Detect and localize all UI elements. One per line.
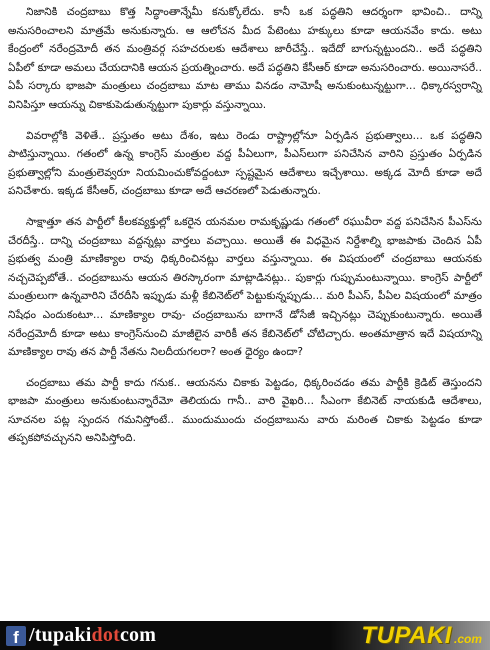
brand-area <box>340 621 490 650</box>
facebook-handle-prefix: /tupaki <box>29 624 92 646</box>
logo-main-text: TUPAKI <box>361 621 452 649</box>
logo-suffix-text: .com <box>453 631 482 646</box>
footer-bar <box>0 621 490 650</box>
article-paragraph: వివరాల్లోకి వెళితే.. ప్రస్తుతం అటు దేశం, ఇటు రెండు రాష్ట్రాల్లోనూ ఏర్పడిన ప్రభుత్వాలు... ఒక పద్ధతిని పాటిస్తున్నాయి. గతంలో ఉన్న కాంగ్రెస్ మంత్రుల వద్ద పీఏలుగా, పీఎస్‌లుగా పనిచేసిన వారిని ప్రస్తుతం ఏర్పడిన ప్రభుత్వాల్లోని మంత్రులెవ్వరూ నియమించుకోవద్దంటూ స్పష్టమైన ఆదేశాలు ఇచ్చేశాయి. అక్కడ మోదీ కూడా అదే పనిచేశారు. ఇక్కడ కేసీఆర్, చంద్రబాబు కూడా అదే ఆచరణలో పెడుతున్నారు. <box>8 129 482 198</box>
article-paragraph: చంద్రబాబు తమ పార్టీ కాదు గనుక.. ఆయనను చికాకు పెట్టడం, ధిక్కరించడం తమ పార్టీకి క్రెడిట్ తెస్తుందని భాజపా మంత్రులు అనుకుంటున్నారేమో తెలియదు గానీ.. వారి వైఖరి... సీఎంగా కేబినెట్ నాయకుడి ఆదేశాలు, సూచనల పట్ల స్పందన గమనిస్తోంటే.. ముందుముందు చంద్రబాబును వారు మరింత చికాకు పెట్టడం కూడా తప్పకపోవచ్చునని అనిపిస్తోంది. <box>8 376 482 445</box>
article-paragraph: నిజానికి చంద్రబాబు కొత్త సిద్ధాంతాన్నేమీ కనుక్కోలేదు. కానీ ఒక పద్ధతిని ఆదర్శంగా భావించి.. దాన్ని అనుసరించాలని మాత్రమే అనుకున్నారు. ఆ ఆలోచన మీద పేటెంటు హక్కులు కూడా ఆయనవేం కాదు. అటు కేంద్రంలో నరేంద్రమోదీ తన మంత్రివర్గ సహచరులకు ఆదేశాలు జారీచేస్తే.. ఇదేదో బాగున్నట్టుందని.. అదే పద్ధతిని ఏపీలో కూడా అమలు చేయదానికి ఆయన ప్రయత్నించారు. అదే పద్ధతిని కేసీఆర్ కూడా అనుసరించారు. అయినాసరే.. ఏపీ సర్కారు భాజపా మంత్రులు చంద్రబాబు మాట తాము వినడం నామోషీ అనుకుంటున్నట్టుగా... ధిక్కారస్వరాన్ని వినిపిస్తూ ఆయన్ను చికాకుపెడుతున్నట్టుగా పుకార్లు వస్తున్నాయి. <box>8 6 482 111</box>
facebook-link[interactable] <box>0 621 156 650</box>
article-paragraph: సాక్షాత్తూ తన పార్టీలో కీలకవ్యక్తుల్లో ఒకరైన యనమల రామకృష్ణుడు గతంలో రఘువీరా వద్ద పనిచేసిన పీఎస్‌ను చేరదీస్తే.. దాన్ని చంద్రబాబు వద్దన్నట్లు వార్తలు వచ్చాయి. అయితే ఈ విధమైన నిర్దేశాల్ని భాజపాకు చెందిన ఏపీ ప్రభుత్వ మంత్రి మాణిక్యాల రావు ధిక్కరించినట్లు వార్తలు వస్తున్నాయి. ఈ విషయంలో చంద్రబాబు ఆయనకు నచ్చచెప్పబోతే.. చంద్రబాబును ఆయన తిరస్కారంగా మాట్లాడినట్లు.. పుకార్లు గుప్పుమంటున్నాయి. కాంగ్రెస్ పార్టీలో మంత్రులుగా ఉన్నవారిని చేరదీసి ఇప్పుడు మళ్లీ కేబినెట్‌లో పెట్టుకున్నప్పుడు... మరి పీఎస్, పీఏల విషయంలో మాత్రం నిషేధం ఎందుకంటూ... మాణిక్యాల రావు- చంద్రబాబును బాగానే డోసేజీ ఇచ్చినట్లు చెప్పుకుంటున్నారు. అయితే నరేంద్రమోదీ కూడా అటు కాంగ్రెస్‌నుంచి మాజీలైన వారికీ తన కేబినెట్‌లో చోటిచ్చారు. అంతమాత్రాన ఇదే విషయాన్ని మాణిక్యాల రావు తన పార్టీ నేతను నిలదీయగలరా? అంత ధైర్యం ఉందా? <box>8 215 482 359</box>
facebook-handle <box>29 624 156 647</box>
facebook-handle-dot: dot <box>91 624 120 646</box>
tupaki-logo[interactable] <box>361 622 482 650</box>
facebook-icon <box>6 626 26 646</box>
facebook-handle-suffix: com <box>119 624 157 646</box>
facebook-icon-letter: f <box>13 627 19 647</box>
